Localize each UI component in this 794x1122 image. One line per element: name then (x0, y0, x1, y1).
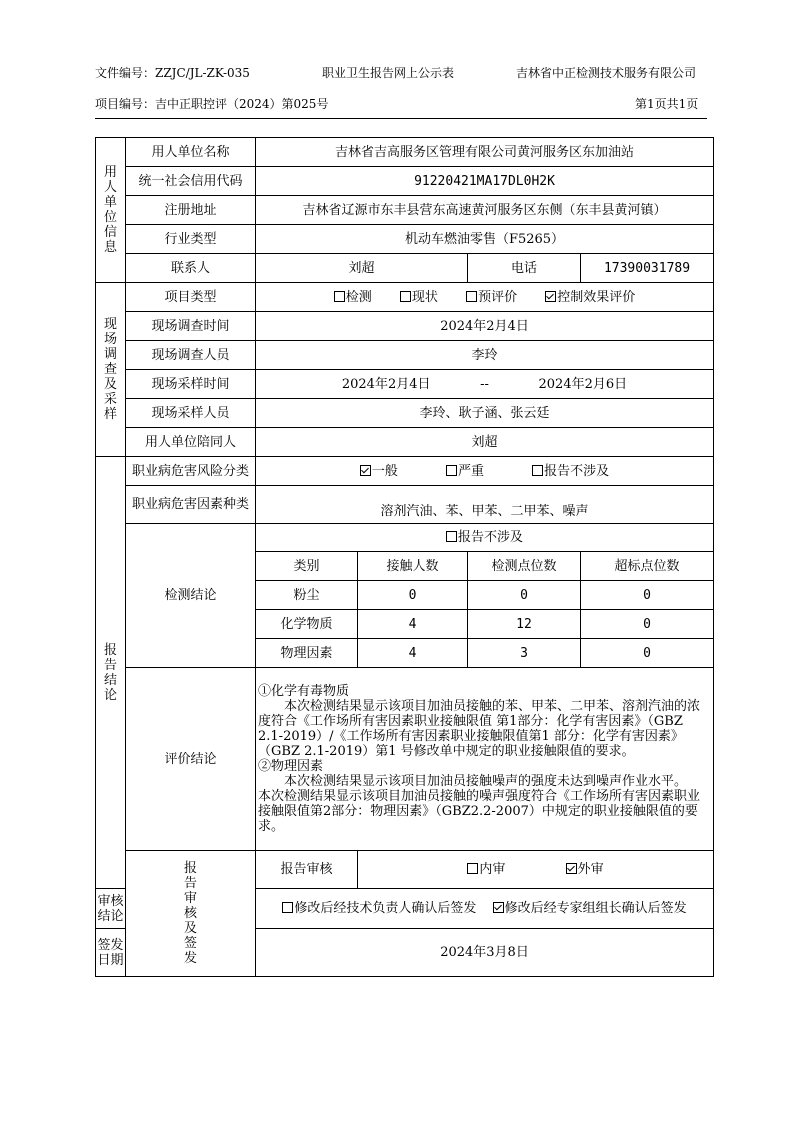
checkbox[interactable] (532, 465, 543, 476)
eval-chem-text: 本次检测结果显示该项目加油员接触的苯、甲苯、二甲苯、溶剂汽油的浓度符合《工作场所有害因素职业接触限值 第1部分：化学有害因素》（GBZ 2.1-2019）/《工作场所有害因素职业接触限值第1 部分：化学有害因素》（GBZ 2.1-2019）第1 号修改单中规定的职业接触限值的要求。 (258, 699, 701, 759)
checkbox-checked[interactable] (545, 291, 556, 302)
surveyor: 李玲 (256, 341, 714, 370)
hazard-label: 职业病危害因素种类 (126, 486, 256, 524)
cell-exposed: 0 (358, 581, 468, 610)
cell-exposed: 4 (358, 610, 468, 639)
col-header-points: 检测点位数 (468, 552, 581, 581)
checkbox-checked[interactable] (360, 465, 371, 476)
cell-category: 化学物质 (256, 610, 358, 639)
survey-time-label: 现场调查时间 (126, 312, 256, 341)
cell-exceed: 0 (581, 581, 714, 610)
credit-code-label: 统一社会信用代码 (126, 167, 256, 196)
project-type-label: 项目类型 (126, 283, 256, 312)
phone: 17390031789 (581, 254, 714, 283)
project-type-options (256, 283, 714, 312)
survey-time: 2024年2月4日 (256, 312, 714, 341)
project-number: 项目编号：吉中正职控评（2024）第025号 (95, 97, 329, 111)
option-not-involved[interactable]: 报告不涉及 (532, 464, 609, 479)
checkbox[interactable] (467, 863, 478, 874)
contact-label: 联系人 (126, 254, 256, 283)
address-label: 注册地址 (126, 196, 256, 225)
eval-conclusion (256, 668, 714, 851)
checkbox-checked[interactable] (566, 863, 577, 874)
form-title: 职业卫生报告网上公示表 (322, 66, 455, 80)
col-header-exceed: 超标点位数 (581, 552, 714, 581)
file-number: 文件编号：ZZJC/JL-ZK-035 (95, 66, 250, 80)
industry: 机动车燃油零售（F5265） (256, 225, 714, 254)
cell-exceed: 0 (581, 610, 714, 639)
result-label: 审核结论 (96, 889, 126, 929)
disclosure-table (95, 137, 714, 977)
eval-label: 评价结论 (126, 668, 256, 851)
result-options (256, 889, 714, 929)
eval-phys-text-1: 本次检测结果显示该项目加油员接触噪声的强度未达到噪声作业水平。 (284, 774, 688, 789)
checkbox[interactable] (446, 465, 457, 476)
checkbox[interactable] (282, 902, 293, 913)
audit-options (358, 851, 714, 889)
checkbox-checked[interactable] (493, 902, 504, 913)
option-detect[interactable]: 检测 (334, 290, 372, 305)
audit-label: 报告审核 (256, 851, 358, 889)
phone-label: 电话 (468, 254, 581, 283)
page-number: 第1页共1页 (635, 97, 699, 111)
credit-code: 91220421MA17DL0H2K (256, 167, 714, 196)
cell-points: 0 (468, 581, 581, 610)
section-unit-info: 用 人 单 位 信 息 (96, 138, 126, 283)
surveyor-label: 现场调查人员 (126, 341, 256, 370)
col-header-exposed: 接触人数 (358, 552, 468, 581)
checkbox[interactable] (400, 291, 411, 302)
cell-category: 物理因素 (256, 639, 358, 668)
sampling-time-label: 现场采样时间 (126, 370, 256, 399)
date-label: 签发日期 (96, 929, 126, 977)
option-external[interactable]: 外审 (566, 862, 604, 877)
header-divider (95, 118, 707, 119)
option-expert-lead[interactable]: 修改后经专家组组长确认后签发 (493, 901, 687, 916)
address: 吉林省辽源市东丰县营东高速黄河服务区东侧（东丰县黄河镇） (256, 196, 714, 225)
option-status[interactable]: 现状 (400, 290, 438, 305)
option-general[interactable]: 一般 (360, 464, 398, 479)
cell-points: 12 (468, 610, 581, 639)
contact: 刘超 (256, 254, 468, 283)
checkbox[interactable] (334, 291, 345, 302)
col-header-category: 类别 (256, 552, 358, 581)
eval-phys-text-2: 本次检测结果显示该项目加油员接触的噪声强度符合《工作场所有害因素职业接触限值第2部分：物理因素》（GBZ2.2-2007）中规定的职业接触限值的要求。 (258, 789, 701, 834)
section-conclusion: 报 告 结 论 (96, 457, 126, 889)
option-tech-lead[interactable]: 修改后经技术负责人确认后签发 (282, 901, 476, 916)
unit-name-label: 用人单位名称 (126, 138, 256, 167)
industry-label: 行业类型 (126, 225, 256, 254)
sampling-time: 2024年2月4日 -- 2024年2月6日 (256, 370, 714, 399)
cell-category: 粉尘 (256, 581, 358, 610)
unit-name: 吉林省吉高服务区管理有限公司黄河服务区东加油站 (256, 138, 714, 167)
detect-not-involved (256, 524, 714, 552)
companion-label: 用人单位陪同人 (126, 428, 256, 457)
sampler: 李玲、耿子涵、张云廷 (256, 399, 714, 428)
company-name: 吉林省中正检测技术服务有限公司 (516, 66, 697, 80)
checkbox[interactable] (446, 531, 457, 542)
companion: 刘超 (256, 428, 714, 457)
section-survey: 现 场 调 查 及 采 样 (96, 283, 126, 457)
section-review: 报 告 审 核 及 签 发 (126, 851, 256, 977)
eval-phys-title: ②物理因素 (258, 759, 324, 774)
eval-chem-title: ①化学有毒物质 (258, 684, 350, 699)
detect-label: 检测结论 (126, 524, 256, 668)
cell-exposed: 4 (358, 639, 468, 668)
option-detect-not-involved[interactable]: 报告不涉及 (446, 530, 523, 545)
issue-date: 2024年3月8日 (256, 929, 714, 977)
option-pre-eval[interactable]: 预评价 (466, 290, 517, 305)
option-serious[interactable]: 严重 (446, 464, 484, 479)
risk-label: 职业病危害风险分类 (126, 457, 256, 486)
hazard-types: 溶剂汽油、苯、甲苯、二甲苯、噪声 (256, 486, 714, 524)
option-control-eval[interactable]: 控制效果评价 (545, 290, 635, 305)
cell-points: 3 (468, 639, 581, 668)
checkbox[interactable] (466, 291, 477, 302)
option-internal[interactable]: 内审 (467, 862, 505, 877)
risk-options (256, 457, 714, 486)
sampler-label: 现场采样人员 (126, 399, 256, 428)
cell-exceed: 0 (581, 639, 714, 668)
